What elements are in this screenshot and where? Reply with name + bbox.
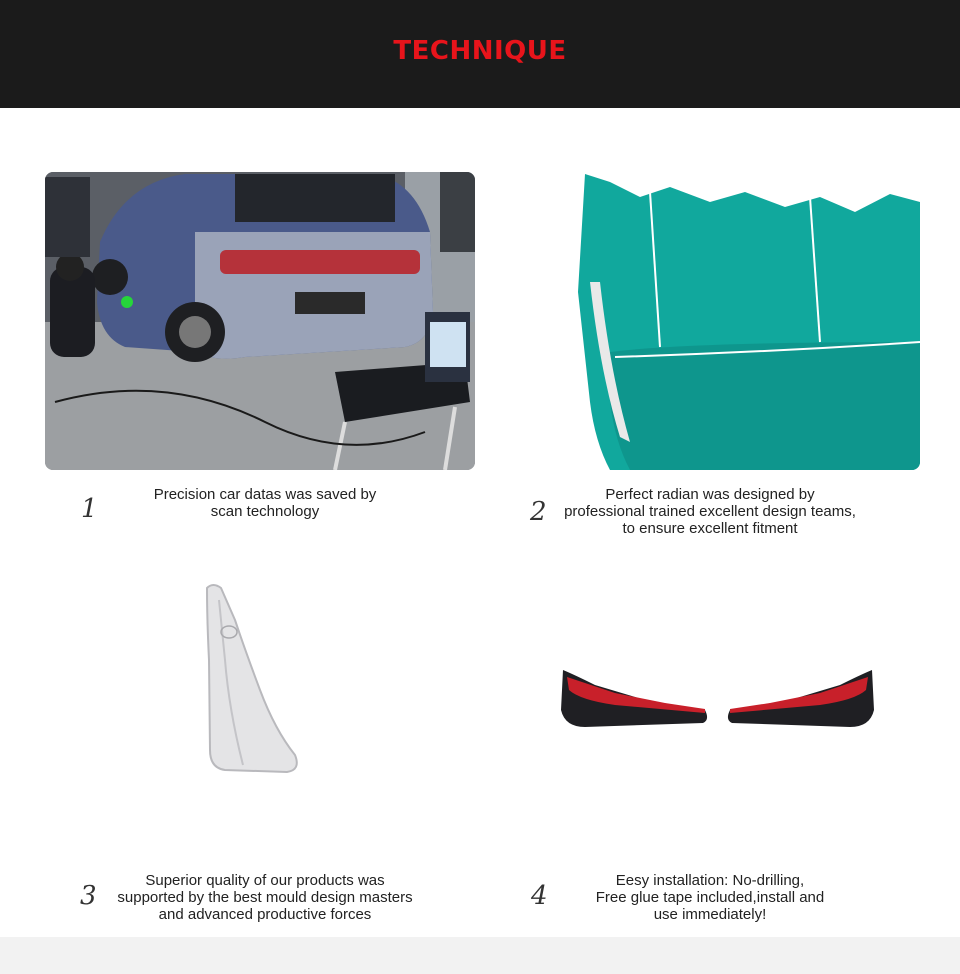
- step-number-1: 1: [81, 494, 98, 524]
- design-model-render: [570, 172, 920, 470]
- step-number-2: 2: [530, 497, 547, 527]
- step-number-3: 3: [80, 881, 97, 911]
- mould-prototype: [195, 580, 305, 780]
- car-scanning-photo: [45, 172, 475, 470]
- footer-strip: [0, 937, 960, 974]
- mud-flap-product: [555, 665, 880, 735]
- page-title: TECHNIQUE: [393, 36, 567, 66]
- step-caption-2: Perfect radian was designed by professional trained excellent design teams, to ensure excellent fitment: [564, 486, 856, 537]
- step-caption-3: Superior quality of our products was supported by the best mould design masters and advanced productive forces: [117, 872, 413, 923]
- header-banner: [0, 0, 960, 108]
- step-caption-1: Precision car datas was saved by scan technology: [153, 486, 377, 520]
- step-caption-4: Eesy installation: No-drilling, Free glue tape included,install and use immediately!: [595, 872, 825, 923]
- step-number-4: 4: [531, 881, 548, 911]
